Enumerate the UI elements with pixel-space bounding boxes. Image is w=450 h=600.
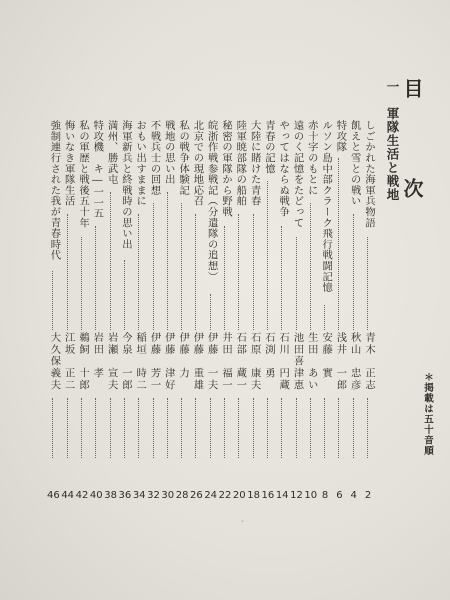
toc-entry-title: 強制連行された我が青春時代: [48, 120, 61, 261]
leader-dots: [224, 226, 225, 330]
toc-entry-page: 46: [47, 490, 60, 501]
toc-entry: [190, 120, 202, 540]
leader-dots: [81, 398, 82, 458]
toc-entry-title: 赤十字のもとに: [305, 120, 318, 196]
leader-dots: [367, 237, 368, 330]
toc-entry-title: 海軍新兵と終戦時の思い出: [119, 120, 132, 250]
leader-dots: [195, 398, 196, 458]
toc-entry-title: 悔いなき軍隊生活: [62, 120, 75, 207]
toc-entry-title: 皖浙作戦参戦記（分遣隊の追想）: [205, 120, 218, 282]
leader-dots: [324, 305, 325, 330]
leader-dots: [95, 398, 96, 458]
leader-dots: [267, 181, 268, 331]
page-title: 目 次: [400, 78, 424, 228]
leader-dots: [81, 237, 82, 330]
toc-entry: [362, 120, 374, 540]
toc-entry-page: 30: [161, 490, 175, 501]
leader-dots: [367, 398, 368, 458]
toc-entry-author: 岩瀬 宣夫: [105, 332, 118, 391]
toc-entry-title: 大陸に賭けた青春: [248, 120, 261, 207]
toc-entry: [133, 120, 145, 540]
toc-entry-title: 特攻機 キ―一一五: [91, 120, 104, 219]
toc-entry-page: 8: [321, 490, 329, 501]
toc-entry-title: 遠のく記憶をたどって: [291, 120, 304, 228]
toc-entry: [219, 120, 231, 540]
toc-entry-page: 36: [118, 490, 132, 501]
leader-dots: [181, 203, 182, 330]
leader-dots: [253, 214, 254, 330]
leader-dots: [67, 398, 68, 458]
toc-entry-author: 伊藤 津好: [162, 332, 175, 391]
toc-entry-author: 伊藤 力: [177, 332, 190, 380]
toc-entry-page: 16: [261, 490, 275, 501]
toc-entry-title: 青春の記憶: [262, 120, 275, 174]
toc-entry-page: 34: [132, 490, 146, 501]
toc-entry-title: やってはならぬ戦争: [277, 120, 290, 218]
toc-entry-page: 12: [290, 490, 303, 501]
ordering-note: ＊掲載は五十音順: [422, 372, 433, 456]
toc-entry-author: 青木 正志: [363, 332, 375, 391]
toc-entry-author: 石原 康夫: [248, 332, 261, 391]
toc-entry: [291, 120, 303, 540]
toc-entry-author: 池田喜津恵: [291, 332, 304, 391]
toc-entry: [205, 120, 217, 540]
toc-entry-page: 42: [75, 490, 89, 501]
toc-entry-title: おもい出すままに: [134, 120, 147, 207]
toc-entry-title: 戦地の思い出: [162, 120, 175, 185]
leader-dots: [138, 214, 139, 330]
leader-dots: [253, 398, 254, 458]
leader-dots: [124, 398, 125, 458]
leader-dots: [95, 226, 96, 330]
toc-entry-title: 私の軍歴と戦後五十年: [77, 120, 89, 228]
toc-entry-author: 岩田 孝: [91, 332, 104, 380]
toc-entry-author: 伊藤 重雄: [191, 332, 204, 391]
toc-entry: [162, 120, 174, 540]
toc-entry-title: 私の戦争体験記: [177, 120, 190, 196]
toc-entry-title: 北京での現地応召: [191, 120, 204, 207]
toc-entry: [348, 120, 360, 540]
toc-entry-author: 伊藤 芳一: [148, 332, 161, 391]
leader-dots: [52, 398, 53, 458]
leader-dots: [153, 203, 154, 330]
toc-entry: [233, 120, 245, 540]
toc-entry: [276, 120, 288, 540]
toc-entry-title: 陸軍暁部隊の船舶: [234, 120, 247, 207]
toc-entry-author: 井田 福一: [220, 332, 232, 391]
leader-dots: [310, 398, 311, 458]
toc-entry-author: 浅井 一郎: [334, 332, 347, 391]
toc-entry-title: 特攻隊: [334, 120, 347, 153]
toc-entry-author: 秋山 忠彦: [348, 332, 361, 391]
toc-entry-author: 大久保義夫: [48, 332, 61, 391]
toc-entry: [305, 120, 317, 540]
toc-entry-title: 不戦兵士の回想: [148, 120, 161, 196]
toc-entry-page: 44: [61, 490, 75, 501]
toc-entry-page: 40: [89, 490, 103, 501]
leader-dots: [353, 214, 354, 330]
leader-dots: [110, 192, 111, 330]
toc-entry-page: 28: [175, 490, 189, 501]
leader-dots: [324, 398, 325, 458]
toc-entry-title: 満州、勝武屯: [105, 120, 118, 185]
toc-entry-author: 石渕 勇: [262, 332, 275, 380]
toc-entry-author: 今泉 一郎: [119, 332, 132, 391]
leader-dots: [296, 398, 297, 458]
toc-entry: [333, 120, 345, 540]
toc-entry-page: 26: [190, 490, 203, 501]
toc-entry-page: 14: [275, 490, 289, 501]
leader-dots: [238, 214, 239, 330]
toc-entry-page: 4: [350, 490, 357, 501]
leader-dots: [181, 398, 182, 458]
leader-dots: [167, 192, 168, 330]
toc-entry-title: 飢えと雪との戦い: [348, 120, 361, 207]
toc-entry-title: ルソン島中部クラーク飛行戦闘記憶: [320, 120, 333, 293]
leader-dots: [210, 398, 211, 458]
toc-entry: [148, 120, 160, 540]
leader-dots: [281, 226, 282, 330]
leader-dots: [67, 214, 68, 330]
toc-entry-author: 石部 蔵一: [234, 332, 247, 391]
part-heading: 一 軍隊生活と戦地: [385, 80, 400, 202]
toc-entry-page: 38: [104, 490, 117, 501]
leader-dots: [310, 203, 311, 330]
leader-dots: [167, 398, 168, 458]
toc-entry: [105, 120, 117, 540]
toc-entry-author: 石川 円蔵: [277, 332, 290, 391]
toc-entry-page: 18: [247, 490, 260, 501]
toc-entry: [47, 120, 59, 540]
leader-dots: [224, 398, 225, 458]
toc-entry-page: 20: [232, 490, 246, 501]
toc-entry-title: しごかれた海軍兵物語: [363, 120, 375, 228]
toc-entry-page: 32: [147, 490, 160, 501]
toc-entry-author: 稲垣 時二: [134, 332, 147, 391]
leader-dots: [338, 158, 339, 330]
toc-entry-author: 安藤 實: [320, 332, 333, 380]
toc-entry: [262, 120, 274, 540]
toc-entry-page: 6: [336, 490, 343, 501]
toc-entry-title: 秘密の軍隊から野戦: [220, 120, 232, 218]
page-mark: ˊ: [240, 520, 244, 529]
leader-dots: [353, 398, 354, 458]
toc-entry: [119, 120, 131, 540]
toc-entry-page: 24: [204, 490, 218, 501]
leader-dots: [124, 260, 125, 330]
leader-dots: [338, 398, 339, 458]
toc-entry-author: 生田 あい: [305, 332, 318, 391]
leader-dots: [153, 398, 154, 458]
toc-entry-page: 10: [304, 490, 318, 501]
leader-dots: [238, 398, 239, 458]
leader-dots: [138, 398, 139, 458]
leader-dots: [296, 237, 297, 330]
leader-dots: [281, 398, 282, 458]
toc-entry: [62, 120, 74, 540]
leader-dots: [267, 398, 268, 458]
toc-entry: [76, 120, 88, 540]
toc-entry-author: 江坂 正二: [62, 332, 75, 391]
toc-entry: [319, 120, 331, 540]
leader-dots: [52, 271, 53, 330]
toc-entry-author: 伊藤 一夫: [205, 332, 218, 391]
toc-entry: [248, 120, 260, 540]
leader-dots: [195, 214, 196, 330]
toc-entry-author: 鵜飼 十郎: [77, 332, 89, 391]
leader-dots: [110, 398, 111, 458]
toc-entry: [90, 120, 102, 540]
toc-entry: [176, 120, 188, 540]
leader-dots: [210, 294, 211, 331]
toc-entry-page: 2: [364, 490, 372, 501]
toc-entry-page: 22: [218, 490, 232, 501]
